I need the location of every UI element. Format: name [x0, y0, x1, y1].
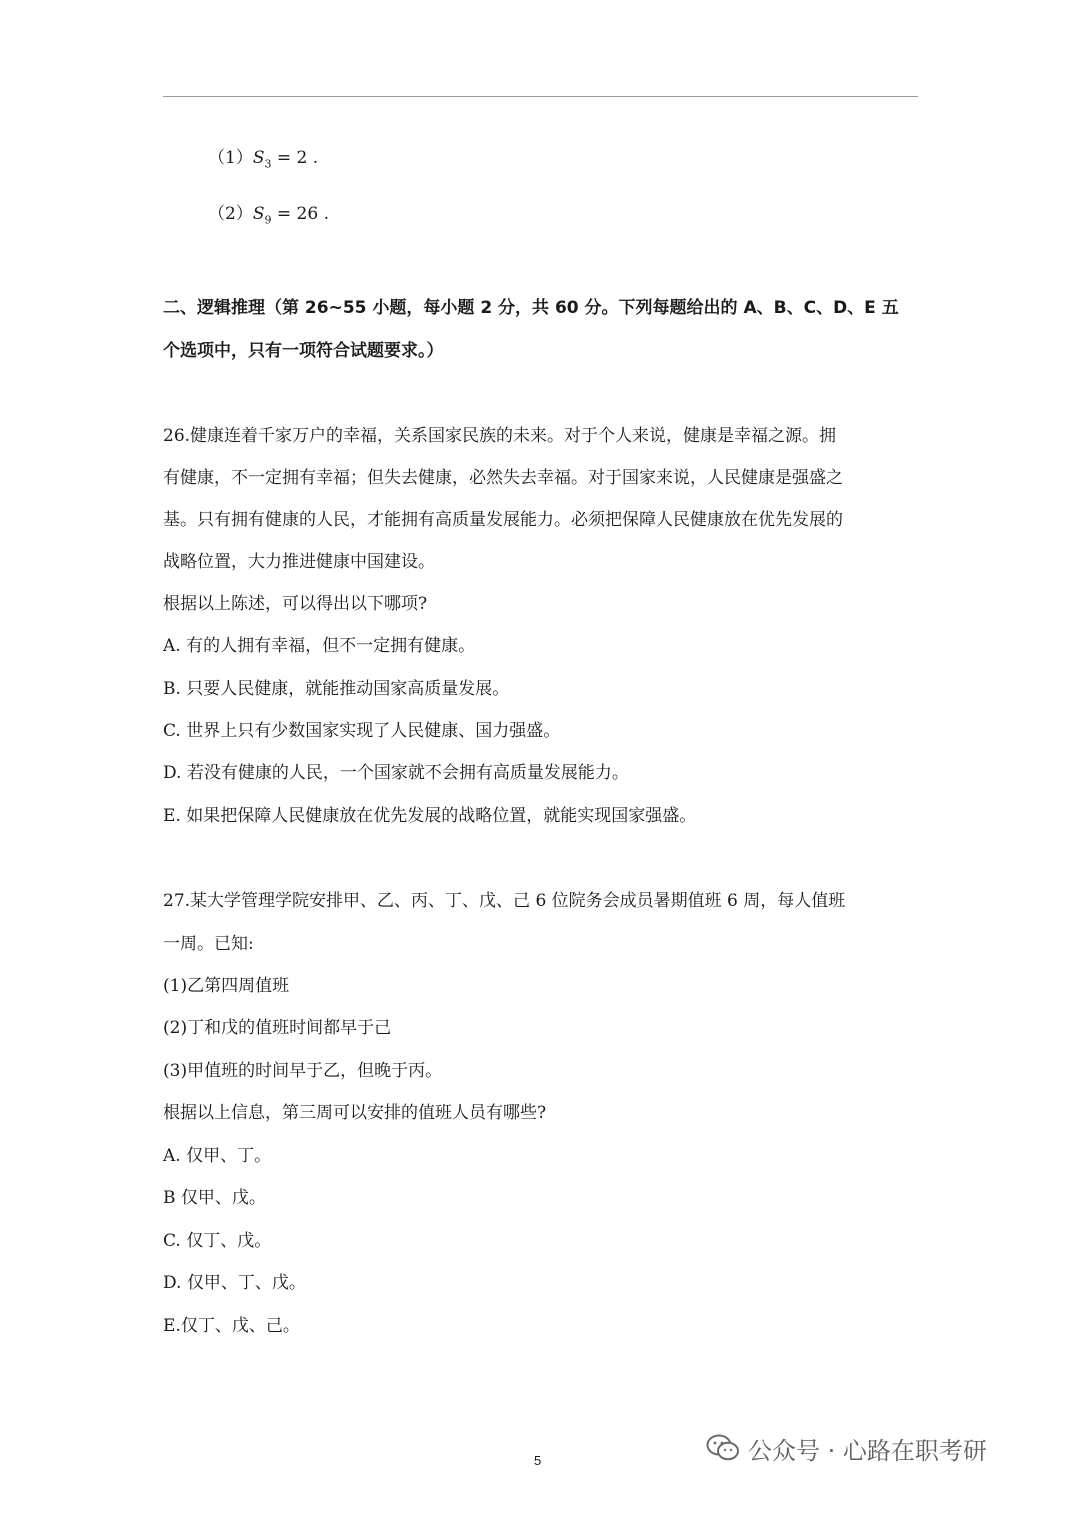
- q27-option-d: D. 仅甲、丁、戊。: [163, 1273, 306, 1293]
- q27-condition-3: (3)甲值班的时间早于乙，但晚于丙。: [163, 1061, 443, 1081]
- q27-condition-1: (1)乙第四周值班: [163, 976, 290, 996]
- q26-option-d: D. 若没有健康的人民，一个国家就不会拥有高质量发展能力。: [163, 763, 629, 783]
- wechat-icon: [706, 1434, 740, 1462]
- q27-option-b: B 仅甲、戊。: [163, 1188, 266, 1208]
- q26-option-a: A. 有的人拥有幸福，但不一定拥有健康。: [163, 636, 476, 656]
- q27-condition-2: (2)丁和戊的值班时间都早于己: [163, 1018, 392, 1038]
- q27-text-line: 27.某大学管理学院安排甲、乙、丙、丁、戊、己 6 位院务会成员暑期值班 6 周，每人值班: [163, 891, 846, 911]
- watermark-text: 公众号 · 心路在职考研: [748, 1436, 987, 1465]
- page-number: 5: [534, 1453, 542, 1468]
- q26-text-line: 26.健康连着千家万户的幸福，关系国家民族的未来。对于个人来说，健康是幸福之源。拥: [163, 426, 837, 446]
- condition-1: $(1)S_3 = 2$ .: [208, 148, 319, 171]
- q26-text-line: 战略位置，大力推进健康中国建设。: [163, 552, 435, 572]
- q26-prompt: 根据以上陈述，可以得出以下哪项?: [163, 594, 428, 614]
- condition-2: $(2)S_9 = 26$ .: [208, 204, 329, 227]
- q27-option-a: A. 仅甲、丁。: [163, 1146, 272, 1166]
- header-rule: [163, 96, 918, 97]
- watermark: [706, 1430, 987, 1466]
- section-title-line-2: 个选项中，只有一项符合试题要求。）: [163, 341, 444, 361]
- q27-prompt: 根据以上信息，第三周可以安排的值班人员有哪些?: [163, 1103, 547, 1123]
- q26-text-line: 有健康，不一定拥有幸福；但失去健康，必然失去幸福。对于国家来说，人民健康是强盛之: [163, 468, 843, 488]
- q26-option-b: B. 只要人民健康，就能推动国家高质量发展。: [163, 679, 510, 699]
- q26-text-line: 基。只有拥有健康的人民，才能拥有高质量发展能力。必须把保障人民健康放在优先发展的: [163, 510, 843, 530]
- q27-option-c: C. 仅丁、戊。: [163, 1231, 272, 1251]
- section-title-line-1: 二、逻辑推理（第 26~55 小题，每小题 2 分，共 60 分。下列每题给出的 A、B、C、D、E 五: [163, 298, 899, 318]
- q26-option-e: E. 如果把保障人民健康放在优先发展的战略位置，就能实现国家强盛。: [163, 806, 697, 826]
- q26-option-c: C. 世界上只有少数国家实现了人民健康、国力强盛。: [163, 721, 561, 741]
- q27-option-e: E.仅丁、戊、己。: [163, 1316, 300, 1336]
- q27-text-line: 一周。已知:: [163, 934, 254, 954]
